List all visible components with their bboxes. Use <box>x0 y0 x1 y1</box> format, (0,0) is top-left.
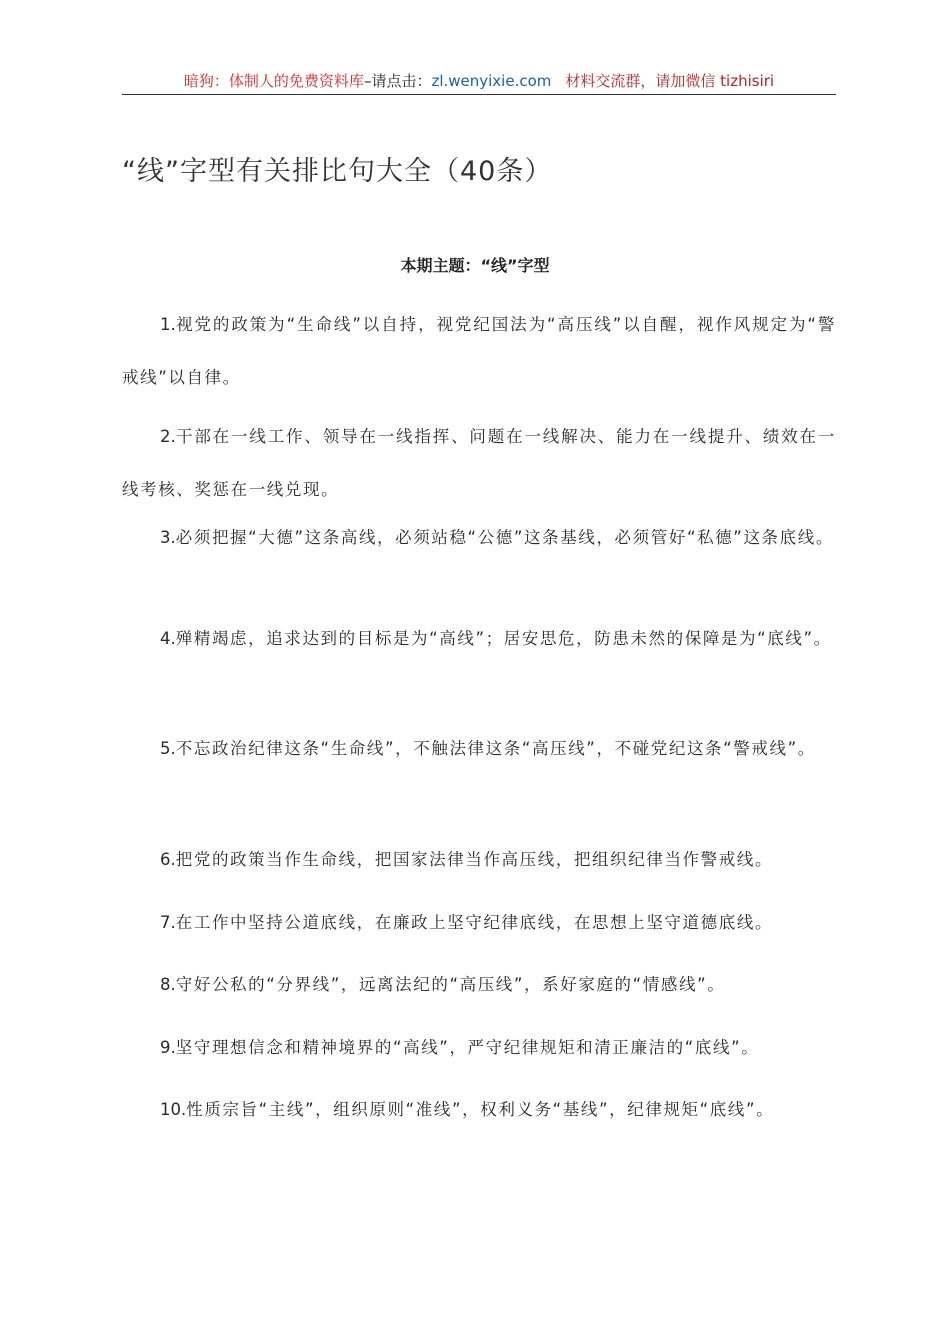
item-number: 2. <box>160 427 176 446</box>
header-brand: 暗狗：体制人的免费资料库 <box>183 72 364 90</box>
list-item <box>122 298 836 404</box>
item-number: 3. <box>160 528 176 547</box>
item-text: 必须把握“大德”这条高线，必须站稳“公德”这条基线，必须管好“私德”这条底线。 <box>175 528 834 547</box>
item-text: 视党的政策为“生命线”以自持，视党纪国法为“高压线”以自醒，视作风规定为“警戒线”以自律。 <box>122 315 836 387</box>
list-item <box>122 896 836 949</box>
page-header <box>122 70 836 95</box>
list-item <box>122 511 836 564</box>
list-item <box>122 1021 836 1074</box>
list-item <box>122 612 836 665</box>
item-text: 把党的政策当作生命线，把国家法律当作高压线，把组织纪律当作警戒线。 <box>175 850 774 869</box>
header-prompt: –请点击： <box>363 72 432 90</box>
section-subtitle: 本期主题：“线”字型 <box>400 256 550 275</box>
list-item <box>122 1083 836 1136</box>
item-number: 7. <box>160 913 176 932</box>
item-text: 性质宗旨“主线”，组织原则“准线”，权利义务“基线”，纪律规矩“底线”。 <box>186 1100 775 1119</box>
document-title: “线”字型有关排比句大全（40条） <box>122 156 553 187</box>
header-link[interactable]: zl.wenyixie.com <box>431 72 552 90</box>
item-text: 不忘政治纪律这条“生命线”，不触法律这条“高压线”，不碰党纪这条“警戒线”。 <box>175 739 816 758</box>
item-text: 殚精竭虑，追求达到的目标是为“高线”；居安思危，防患未然的保障是为“底线”。 <box>175 629 832 648</box>
item-number: 10. <box>160 1100 187 1119</box>
list-item <box>122 722 836 775</box>
item-number: 6. <box>160 850 176 869</box>
header-contact: 材料交流群，请加微信 tizhisiri <box>565 72 775 90</box>
item-text: 在工作中坚持公道底线，在廉政上坚守纪律底线，在思想上坚守道德底线。 <box>175 913 774 932</box>
item-number: 5. <box>160 739 176 758</box>
item-text: 干部在一线工作、领导在一线指挥、问题在一线解决、能力在一线提升、绩效在一线考核、奖惩在一线兑现。 <box>122 427 836 499</box>
list-item <box>122 958 836 1011</box>
item-number: 9. <box>160 1038 176 1057</box>
list-item <box>122 410 836 516</box>
list-item <box>122 833 836 886</box>
item-text: 守好公私的“分界线”，远离法纪的“高压线”，系好家庭的“情感线”。 <box>175 975 726 994</box>
item-number: 1. <box>160 315 176 334</box>
item-text: 坚守理想信念和精神境界的“高线”，严守纪律规矩和清正廉洁的“底线”。 <box>175 1038 760 1057</box>
item-number: 4. <box>160 629 176 648</box>
item-number: 8. <box>160 975 176 994</box>
